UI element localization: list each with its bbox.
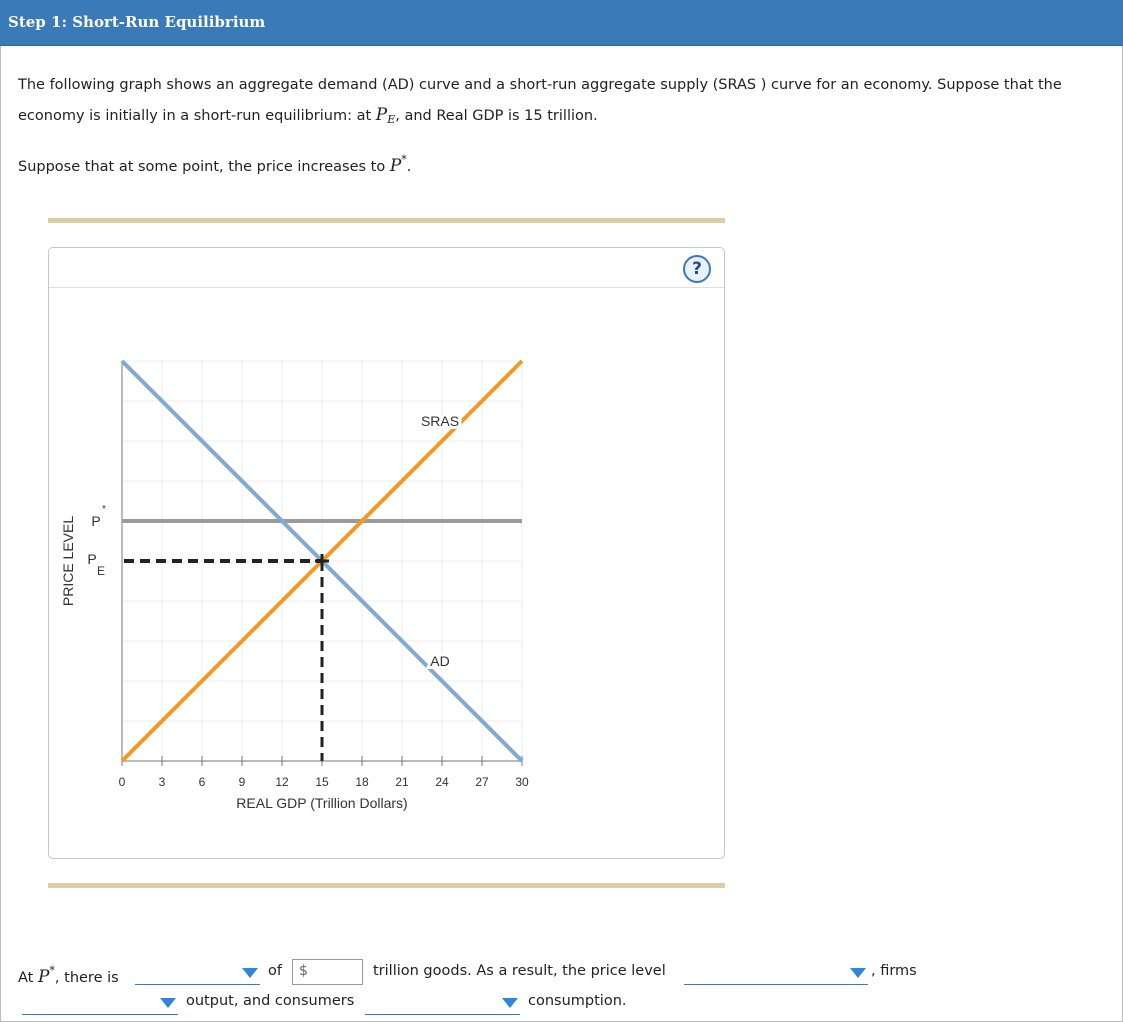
chevron-down-icon (242, 968, 258, 978)
sentence-text: Suppose that at some point, the price increases to (18, 159, 390, 175)
x-tick-label: 15 (315, 775, 329, 789)
x-tick-label: 3 (158, 775, 166, 789)
x-tick-label: 9 (238, 775, 246, 789)
question-text-end: consumption. (528, 993, 627, 1009)
step-title: Step 1: Short-Run Equilibrium (8, 13, 266, 31)
x-axis-title: REAL GDP (Trillion Dollars) (236, 795, 408, 811)
question-text-output: output, and consumers (186, 993, 355, 1009)
x-tick-label: 18 (355, 775, 369, 789)
shortage-surplus-dropdown[interactable] (135, 961, 260, 985)
y-axis-title: PRICE LEVEL (60, 515, 76, 607)
sras-label: SRAS (420, 413, 460, 429)
question-text-start (18, 960, 119, 989)
help-icon[interactable]: ? (683, 255, 711, 283)
sentence-text: . (406, 159, 412, 175)
bottom-separator (48, 883, 725, 888)
pstar-symbol: P* (389, 153, 407, 176)
question-text: , there is (54, 970, 119, 986)
intro-line-1: The following graph shows an aggregate demand (AD) curve and a short-run aggregate supply (SRAS ) curve for an economy. Suppose that the (18, 77, 1062, 93)
ad-label: AD (430, 653, 450, 669)
question-text-mid: trillion goods. As a result, the price level (373, 963, 666, 979)
dollar-sign: $ (299, 963, 308, 979)
pstar-symbol: P* (37, 964, 55, 987)
price-level-dropdown[interactable] (684, 961, 868, 985)
y-tick-p-e (87, 551, 105, 578)
consumers-dropdown[interactable] (365, 991, 520, 1015)
y-tick-p-star-letter: P (91, 513, 101, 529)
firms-output-dropdown[interactable] (22, 991, 178, 1015)
question-text: At (18, 970, 38, 986)
x-tick-label: 30 (515, 775, 529, 789)
chevron-down-icon (850, 968, 866, 978)
question-text-firms: , firms (871, 963, 917, 979)
intro-text: economy is initially in a short-run equilibrium: at (18, 108, 376, 124)
x-tick-label: 24 (435, 775, 449, 789)
of-label: of (268, 963, 282, 979)
chevron-down-icon (160, 998, 176, 1008)
y-tick-p-star-superscript: * (102, 504, 106, 515)
x-tick-label: 21 (395, 775, 409, 789)
y-tick-p-e-subscript: E (96, 564, 106, 578)
pe-symbol: $P_E$ (375, 105, 396, 126)
x-tick-label: 0 (118, 775, 126, 789)
amount-input[interactable] (311, 962, 359, 982)
amount-field[interactable] (292, 959, 363, 985)
intro-text: , and Real GDP is 15 trillion. (395, 108, 598, 124)
x-tick-label: 27 (475, 775, 489, 789)
y-tick-p-e-letter: P (87, 551, 97, 567)
x-tick-label: 12 (275, 775, 289, 789)
y-tick-p-star (91, 504, 106, 529)
chevron-down-icon (502, 998, 518, 1008)
x-tick-label: 6 (198, 775, 206, 789)
